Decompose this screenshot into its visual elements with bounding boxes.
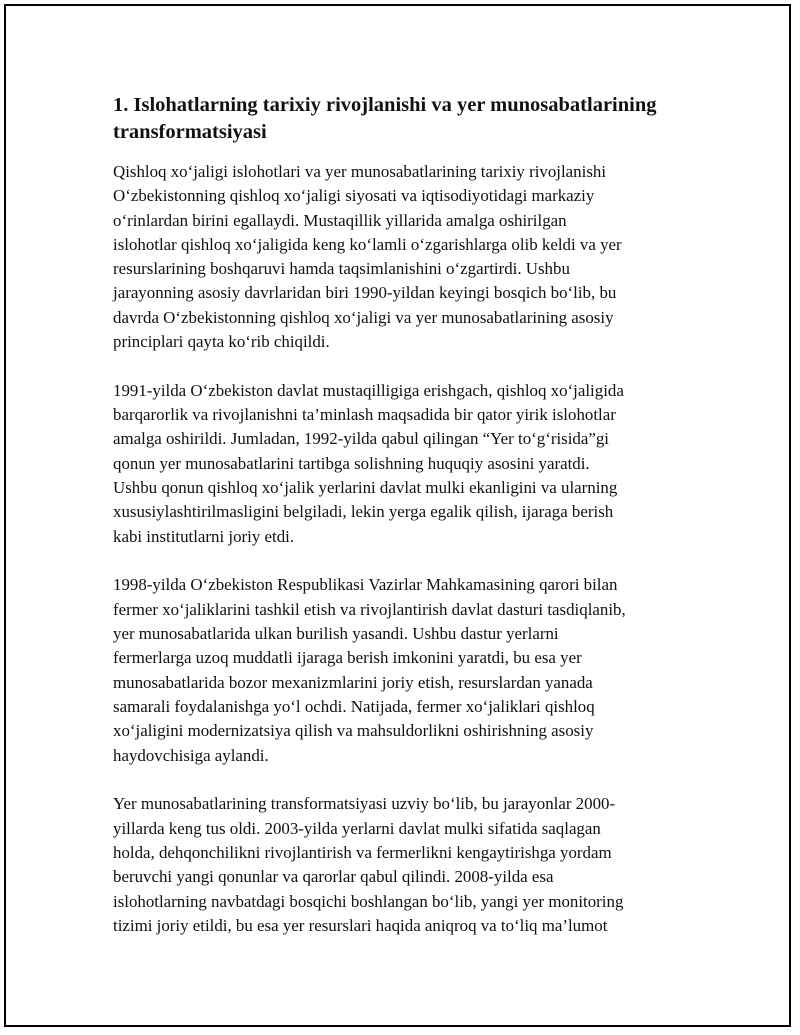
text-line: munosabatlarida bozor mexanizmlarini joriy etish, resurslardan yanada bbox=[113, 672, 593, 692]
text-line: Yer munosabatlarining transformatsiyasi uzviy bo‘lib, bu jarayonlar 2000- bbox=[113, 794, 616, 814]
text-line: islohotlarning navbatdagi bosqichi boshlangan bo‘lib, yangi yer monitoring bbox=[113, 891, 624, 911]
heading-line: 1. Islohatlarning tarixiy rivojlanishi va yer munosabatlarining bbox=[113, 94, 657, 116]
paragraph-3 bbox=[113, 573, 683, 767]
text-line: Qishloq xo‘jaligi islohotlari va yer munosabatlarining tarixiy rivojlanishi bbox=[113, 162, 607, 181]
text-line: o‘rinlardan birini egallaydi. Mustaqillik yillarida amalga oshirilgan bbox=[113, 210, 567, 230]
text-line: kabi institutlarni joriy etdi. bbox=[113, 526, 295, 546]
heading-line: transformatsiyasi bbox=[113, 121, 267, 143]
text-line: 1991-yilda O‘zbekiston davlat mustaqilligiga erishgach, qishloq xo‘jaligida bbox=[113, 380, 624, 400]
text-line: principlari qayta ko‘rib chiqildi. bbox=[113, 332, 330, 352]
text-line: resurslarining boshqaruvi hamda taqsimlanishini o‘zgartirdi. Ushbu bbox=[113, 259, 570, 279]
text-line: barqarorlik va rivojlanishni ta’minlash maqsadida bir qator yirik islohotlar bbox=[113, 405, 616, 425]
text-line: fermer xo‘jaliklarini tashkil etish va rivojlantirish davlat dasturi tasdiqlanib, bbox=[113, 599, 626, 619]
text-line: tizimi joriy etildi, bu esa yer resurslari haqida aniqroq va to‘liq ma’lumot bbox=[113, 915, 608, 935]
text-line: xususiylashtirilmasligini belgiladi, lekin yerga egalik qilish, ijaraga berish bbox=[113, 502, 614, 522]
text-line: 1998-yilda O‘zbekiston Respublikasi Vazirlar Mahkamasining qarori bilan bbox=[113, 575, 618, 595]
text-line: xo‘jaligini modernizatsiya qilish va mahsuldorlikni oshirishning asosiy bbox=[113, 721, 594, 741]
text-line: amalga oshirildi. Jumladan, 1992-yilda qabul qilingan “Yer to‘g‘risida”gi bbox=[113, 429, 609, 449]
text-line: samarali foydalanishga yo‘l ochdi. Natijada, fermer xo‘jaliklari qishloq bbox=[113, 696, 595, 716]
text-line: holda, dehqonchilikni rivojlantirish va fermerlikni kengaytirishga yordam bbox=[113, 842, 612, 862]
text-line: islohotlar qishloq xo‘jaligida keng ko‘lamli o‘zgarishlarga olib keldi va yer bbox=[113, 234, 622, 254]
section-heading bbox=[113, 92, 683, 146]
text-line: yillarda keng tus oldi. 2003-yilda yerlarni davlat mulki sifatida saqlagan bbox=[113, 818, 601, 838]
text-line: davrda O‘zbekistonning qishloq xo‘jaligi va yer munosabatlarining asosiy bbox=[113, 307, 614, 327]
paragraph-4 bbox=[113, 792, 683, 938]
text-line: beruvchi yangi qonunlar va qarorlar qabul qilindi. 2008-yilda esa bbox=[113, 867, 554, 887]
text-line: qonun yer munosabatlarini tartibga solishning huquqiy asosini yaratdi. bbox=[113, 453, 590, 473]
text-line: Ushbu qonun qishloq xo‘jalik yerlarini davlat mulki ekanligini va ularning bbox=[113, 478, 618, 498]
text-line: jarayonning asosiy davrlaridan biri 1990-yildan keyingi bosqich bo‘lib, bu bbox=[113, 283, 617, 303]
paragraph-2 bbox=[113, 379, 683, 549]
document-body bbox=[113, 92, 683, 963]
text-line: haydovchisiga aylandi. bbox=[113, 745, 269, 765]
text-line: yer munosabatlarida ulkan burilish yasandi. Ushbu dastur yerlarni bbox=[113, 624, 559, 644]
text-line: fermerlarga uzoq muddatli ijaraga berish imkonini yaratdi, bu esa yer bbox=[113, 648, 582, 668]
text-line: O‘zbekistonning qishloq xo‘jaligi siyosati va iqtisodiyotidagi markaziy bbox=[113, 186, 595, 206]
paragraph-1 bbox=[113, 160, 683, 354]
